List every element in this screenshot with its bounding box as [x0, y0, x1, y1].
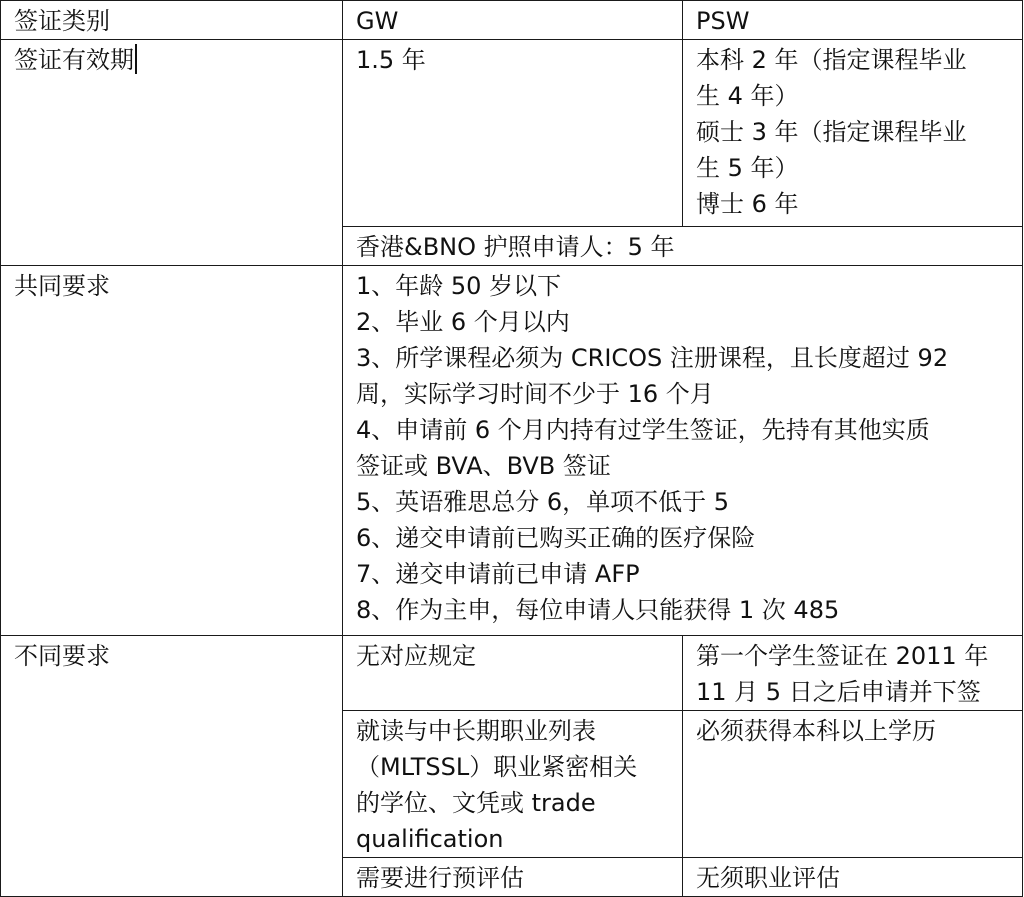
header-category-label: 签证类别 [14, 7, 110, 35]
validity-label-cell [1, 40, 343, 266]
validity-label: 签证有效期 [14, 46, 134, 74]
common-requirements-label: 共同要求 [14, 272, 110, 300]
requirement-line: 8、作为主申，每位申请人只能获得 1 次 485 [356, 596, 840, 624]
different-psw-line: 第一个学生签证在 2011 年 [696, 642, 989, 670]
different-psw-cell [683, 711, 1023, 858]
requirement-line: 1、年龄 50 岁以下 [356, 272, 562, 300]
different-psw-value: 必须获得本科以上学历 [696, 717, 936, 745]
validity-hk-bno-text: 香港&BNO 护照申请人：5 年 [356, 233, 675, 261]
header-gw-cell [343, 1, 683, 40]
different-gw-cell [343, 711, 683, 858]
validity-row [1, 40, 1023, 227]
different-gw-line: 的学位、文凭或 trade [356, 789, 596, 817]
header-psw-cell [683, 1, 1023, 40]
header-category-cell [1, 1, 343, 40]
different-gw-cell [343, 858, 683, 897]
different-psw-value: 无须职业评估 [696, 864, 840, 892]
requirement-line: 5、英语雅思总分 6，单项不低于 5 [356, 488, 730, 516]
validity-psw-cell [683, 40, 1023, 227]
requirement-line: 周，实际学习时间不少于 16 个月 [356, 380, 714, 408]
different-gw-line: 就读与中长期职业列表 [356, 717, 596, 745]
different-gw-value: 无对应规定 [356, 642, 476, 670]
different-psw-cell [683, 858, 1023, 897]
different-gw-line: （MLTSSL）职业紧密相关 [356, 753, 638, 781]
validity-gw-cell [343, 40, 683, 227]
different-gw-line: qualification [356, 825, 504, 853]
validity-psw-line: 本科 2 年（指定课程毕业 [696, 46, 967, 74]
different-requirements-label: 不同要求 [14, 642, 110, 670]
common-label-cell [1, 266, 343, 636]
header-gw-label: GW [356, 7, 399, 35]
common-requirements-cell [343, 266, 1023, 636]
requirement-line: 6、递交申请前已购买正确的医疗保险 [356, 524, 756, 552]
table-header-row [1, 1, 1023, 40]
validity-psw-line: 博士 6 年 [696, 190, 799, 218]
different-gw-value: 需要进行预评估 [356, 864, 524, 892]
validity-psw-line: 生 5 年） [696, 154, 799, 182]
different-psw-line: 11 月 5 日之后申请并下签 [696, 678, 981, 706]
different-label-cell [1, 636, 343, 897]
requirement-line: 7、递交申请前已申请 AFP [356, 560, 640, 588]
common-requirements-row [1, 266, 1023, 636]
validity-gw-value: 1.5 年 [356, 46, 426, 74]
validity-psw-line: 硕士 3 年（指定课程毕业 [696, 118, 967, 146]
different-requirements-row [1, 636, 1023, 711]
different-gw-cell [343, 636, 683, 711]
text-cursor [135, 44, 137, 74]
requirement-line: 2、毕业 6 个月以内 [356, 308, 570, 336]
requirement-line: 签证或 BVA、BVB 签证 [356, 452, 611, 480]
header-psw-label: PSW [696, 7, 750, 35]
validity-psw-line: 生 4 年） [696, 82, 799, 110]
validity-hk-cell [343, 227, 1023, 266]
different-psw-cell [683, 636, 1023, 711]
validity-label-wrap [14, 42, 330, 78]
requirement-line: 4、申请前 6 个月内持有过学生签证，先持有其他实质 [356, 416, 930, 444]
requirement-line: 3、所学课程必须为 CRICOS 注册课程，且长度超过 92 [356, 344, 949, 372]
